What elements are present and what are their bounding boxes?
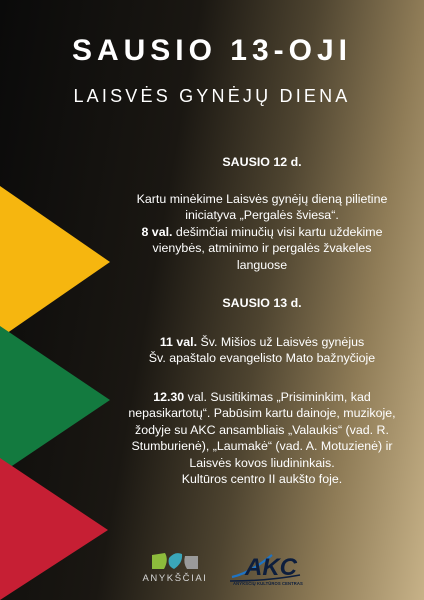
leaf-logo-icon bbox=[150, 551, 200, 571]
day12-line5: languose bbox=[236, 257, 288, 272]
event2-line1-text: val. Susitikimas „Prisiminkim, kad bbox=[184, 389, 371, 404]
event-program bbox=[110, 154, 414, 488]
poster-subtitle: LAISVĖS GYNĖJŲ DIENA bbox=[73, 86, 351, 106]
event1-line1-text: Šv. Mišios už Laisvės gynėjus bbox=[197, 334, 365, 349]
green-triangle bbox=[0, 326, 115, 474]
event1-time: 11 val. bbox=[159, 334, 198, 349]
event2-line3: žodyje su AKC ansambliais „Valaukis“ (vad. R. bbox=[135, 422, 389, 437]
footer-logos bbox=[0, 545, 424, 600]
day12-line1: Kartu minėkime Laisvės gynėjų dieną pilietine bbox=[136, 191, 388, 206]
event1-line1 bbox=[110, 334, 414, 351]
event2-line6: Kultūros centro II aukšto foje. bbox=[181, 472, 343, 486]
day12-line2: iniciatyva „Pergalės šviesa“. bbox=[185, 208, 339, 222]
akc-logo-text: AKC bbox=[245, 554, 297, 581]
poster-title: SAUSIO 13-OJI bbox=[71, 34, 353, 67]
event2-line2: nepasikartotų“. Pabūsim kartu dainoje, muzikoje, bbox=[128, 406, 396, 420]
anyksciai-logo-text: ANYKŠČIAI bbox=[142, 573, 208, 584]
event2-time: 12.30 bbox=[153, 389, 185, 404]
anyksciai-logo bbox=[138, 551, 212, 584]
event1-line2: Šv. apaštalo evangelisto Mato bažnyčioje bbox=[148, 351, 376, 365]
event2-line4: Stumburienė), „Laumakė“ (vad. A. Motuzienė) ir bbox=[131, 439, 393, 453]
day13-heading: SAUSIO 13 d. bbox=[222, 296, 302, 310]
day12-line3-text: dešimčiai minučių visi kartu uždekime bbox=[172, 224, 383, 239]
day12-heading: SAUSIO 12 d. bbox=[222, 155, 302, 169]
day12-line4: vienybės, atminimo ir pergalės žvakeles bbox=[152, 241, 372, 255]
akc-caption: ANYKŠČIŲ KULTŪROS CENTRAS bbox=[233, 581, 303, 586]
event2-line1 bbox=[110, 389, 414, 406]
akc-logo bbox=[228, 547, 308, 592]
day12-line3 bbox=[110, 224, 414, 241]
event2-line5: Laisvės kovos liudininkais. bbox=[189, 455, 335, 470]
yellow-triangle bbox=[0, 186, 115, 338]
day12-time: 8 val. bbox=[141, 224, 173, 239]
